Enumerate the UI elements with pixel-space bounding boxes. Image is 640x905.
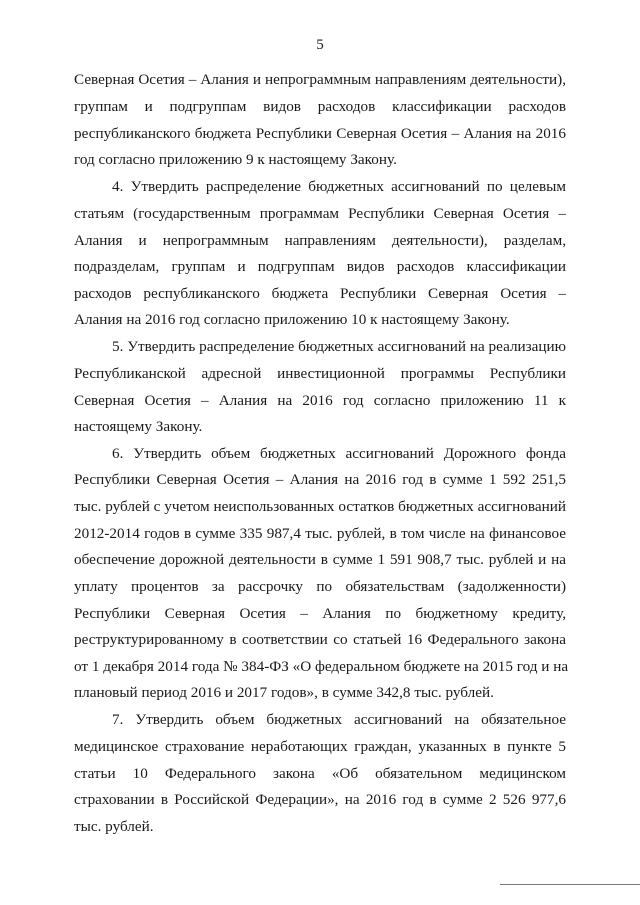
text-line: Алания на 2016 год согласно приложению 10 к настоящему Закону. [74, 311, 510, 328]
text-line: Северная Осетия – Алания и непрограммным направлениям деятельности), [74, 71, 566, 88]
text-line: Северная Осетия – Алания на 2016 год согласно приложению 11 к [74, 392, 566, 409]
paragraph-7-first-line: 7. Утвердить объем бюджетных ассигнований на обязательное [112, 711, 566, 728]
text-line: плановый период 2016 и 2017 годов», в сумме 342,8 тыс. рублей. [74, 684, 494, 701]
text-line: год согласно приложению 9 к настоящему Закону. [74, 151, 397, 168]
text-line: уплату процентов за рассрочку по обязательствам (задолженности) [74, 578, 566, 595]
text-line: реструктурированному в соответствии со статьей 16 Федерального закона [74, 631, 566, 648]
text-line: Республиканской адресной инвестиционной программы Республики [74, 365, 566, 382]
text-line: 2012-2014 годов в сумме 335 987,4 тыс. рублей, в том числе на финансовое [74, 525, 566, 542]
bottom-divider [500, 884, 640, 885]
paragraph-5-first-line: 5. Утвердить распределение бюджетных ассигнований на реализацию [112, 338, 566, 355]
text-line: статьям (государственным программам Республики Северная Осетия – [74, 205, 566, 222]
text-line: тыс. рублей. [74, 818, 154, 835]
page-number: 5 [316, 37, 324, 53]
text-line: расходов республиканского бюджета Республики Северная Осетия – [74, 285, 566, 302]
paragraph-6-first-line: 6. Утвердить объем бюджетных ассигнований Дорожного фонда [112, 445, 566, 462]
text-line: от 1 декабря 2014 года № 384-ФЗ «О федеральном бюджете на 2015 год и на [74, 658, 569, 675]
text-line: Республики Северная Осетия – Алания по бюджетному кредиту, [74, 605, 566, 622]
text-line: республиканского бюджета Республики Северная Осетия – Алания на 2016 [74, 125, 566, 142]
text-line: статьи 10 Федерального закона «Об обязательном медицинском [74, 765, 566, 782]
text-line: подразделам, группам и подгруппам видов расходов классификации [74, 258, 566, 275]
text-line: Алания и непрограммным направлениям деятельности), разделам, [74, 232, 566, 249]
text-line: страховании в Российской Федерации», на 2016 год в сумме 2 526 977,6 [74, 791, 566, 808]
text-line: Республики Северная Осетия – Алания на 2016 год в сумме 1 592 251,5 [74, 471, 566, 488]
text-line: группам и подгруппам видов расходов классификации расходов [74, 98, 566, 115]
paragraph-4-first-line: 4. Утвердить распределение бюджетных ассигнований по целевым [112, 178, 566, 195]
text-line: обеспечение дорожной деятельности в сумме 1 591 908,7 тыс. рублей и на [74, 551, 566, 568]
text-line: настоящему Закону. [74, 418, 203, 435]
text-line: тыс. рублей с учетом неиспользованных остатков бюджетных ассигнований [74, 498, 566, 515]
text-line: медицинское страхование неработающих граждан, указанных в пункте 5 [74, 738, 566, 755]
